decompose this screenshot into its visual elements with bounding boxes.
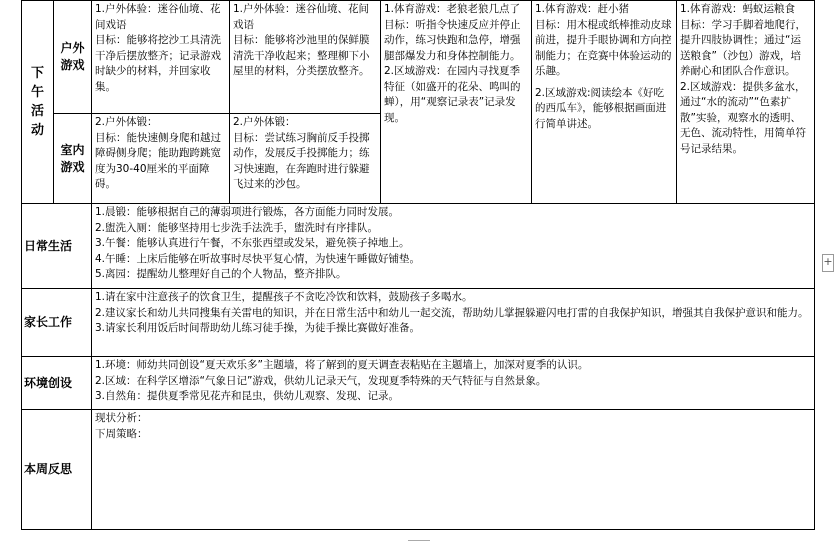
cell-goal: 目标：用木棍或纸棒推动皮球前进，提升手眼协调和方向控制能力；在竞赛中体验运动的乐趣。 xyxy=(535,18,672,77)
reflection-strategy: 下周策略： xyxy=(95,427,148,440)
environment-label: 环境创设 xyxy=(22,357,92,410)
environment-item: 1.环境：师幼共同创设“夏天欢乐多”主题墙，将了解到的夏天调查表粘贴在主题墙上，加深对夏季的认识。 xyxy=(95,359,589,371)
cell-title: 1.体育游戏：蚂蚁运粮食 xyxy=(680,3,796,15)
daily-life-item: 3.午餐：能够认真进行午餐，不东张西望或发呆，避免筷子掉地上。 xyxy=(95,237,410,249)
add-column-handle[interactable]: + xyxy=(822,254,834,272)
daily-life-item: 5.离园：提醒幼儿整理好自己的个人物品，整齐排队。 xyxy=(95,268,347,280)
environment-item: 2.区域：在科学区增添“气象日记”游戏，供幼儿记录天气，发现夏季特殊的天气特征与自然景象。 xyxy=(95,374,547,387)
weekly-plan-table xyxy=(21,0,815,530)
parent-work-label: 家长工作 xyxy=(22,289,92,357)
parent-work-row xyxy=(22,289,815,357)
daily-life-label: 日常生活 xyxy=(22,204,92,289)
environment-item: 3.自然角：提供夏季常见花卉和昆虫，供幼儿观察、发现、记录。 xyxy=(95,390,400,402)
cell-area: 2.区域游戏:阅读绘本《好吃的西瓜车》，能够根据画面进行简单讲述。 xyxy=(535,86,667,130)
cell-area: 2.区域游戏：提供多盆水，通过“水的流动”“色素扩散”实验，观察水的透明、无色、流动特性，用简单符号记录结果。 xyxy=(680,80,806,155)
reflection-label: 本周反思 xyxy=(22,410,92,530)
reflection-row xyxy=(22,410,815,530)
daily-life-row xyxy=(22,204,815,289)
daily-life-item: 1.晨锻：能够根据自己的薄弱项进行锻炼，各方面能力同时发展。 xyxy=(95,206,400,218)
cell-thu xyxy=(532,1,677,204)
daily-life-item: 2.盥洗入厕：能够坚持用七步洗手法洗手，盥洗时有序排队。 xyxy=(95,221,379,234)
cell-goal: 目标：听指令快速反应并停止动作，练习快跑和急停，增强腿部爆发力和身体控制能力。 xyxy=(384,18,521,62)
cell-title: 2.户外体锻： xyxy=(233,116,296,128)
daily-life-item: 4.午睡：上床后能够在听故事时尽快平复心情，为快速午睡做好铺垫。 xyxy=(95,252,421,265)
cell-title: 1.户外体验：迷谷仙境、花间戏语 xyxy=(233,3,370,31)
parent-work-content xyxy=(92,289,815,357)
indoor-game-label: 室内游戏 xyxy=(54,114,92,204)
indoor-cell-tue xyxy=(230,114,381,204)
afternoon-outdoor-row xyxy=(22,1,815,114)
indoor-cell-mon xyxy=(92,114,230,204)
afternoon-section-label: 下午活动 xyxy=(22,1,54,204)
environment-content xyxy=(92,357,815,410)
cell-title: 1.体育游戏：赶小猪 xyxy=(535,3,630,15)
cell-fri xyxy=(677,1,815,204)
cell-title: 1.户外体验：迷谷仙境、花间戏语 xyxy=(95,3,221,31)
parent-work-item: 3.请家长利用饭后时间帮助幼儿练习徒手操，为徒手操比赛做好准备。 xyxy=(95,322,421,334)
cell-goal: 目标：学习手脚着地爬行，提升四肢协调性；通过“运送粮食”（沙包）游戏，培养耐心和团队合作意识。 xyxy=(680,18,806,77)
cell-goal: 目标：能够将挖沙工具清洗干净后摆放整齐；记录游戏时缺少的材料，并回家收集。 xyxy=(95,34,221,93)
cell-goal: 目标：能够将沙池里的保鲜膜清洗干净收起来；整理柳下小屋里的材料，分类摆放整齐。 xyxy=(233,34,370,77)
cell-goal: 目标：能快速侧身爬和越过障碍侧身爬；能助跑跨跳宽度为30-40厘米的平面障碍。 xyxy=(95,131,221,190)
outdoor-cell-mon xyxy=(92,1,230,114)
reflection-analysis: 现状分析： xyxy=(95,412,148,424)
daily-life-content xyxy=(92,204,815,289)
cell-goal: 目标：尝试练习胸前反手投掷动作，发展反手投掷能力；练习快速跑，在奔跑时进行躲避飞过来的沙包。 xyxy=(233,131,370,190)
parent-work-item: 1.请在家中注意孩子的饮食卫生，提醒孩子不贪吃冷饮和饮料，鼓励孩子多喝水。 xyxy=(95,291,473,303)
outdoor-cell-tue xyxy=(230,1,381,114)
environment-row xyxy=(22,357,815,410)
reflection-content xyxy=(92,410,815,530)
cell-title: 1.体育游戏：老狼老狼几点了 xyxy=(384,3,521,15)
parent-work-item: 2.建议家长和幼儿共同搜集有关雷电的知识，并在日常生活中和幼儿一起交流，帮助幼儿掌握躲避闪电打雷的自我保护知识，增强其自我保护意识和能力。 xyxy=(95,306,809,319)
cell-title: 2.户外体锻： xyxy=(95,116,158,128)
outdoor-game-label: 户外游戏 xyxy=(54,1,92,114)
cell-wed xyxy=(381,1,532,204)
cell-area: 2.区域游戏：在园内寻找夏季特征（如盛开的花朵、鸣叫的蝉），用“观察记录表”记录发现。 xyxy=(384,65,521,124)
